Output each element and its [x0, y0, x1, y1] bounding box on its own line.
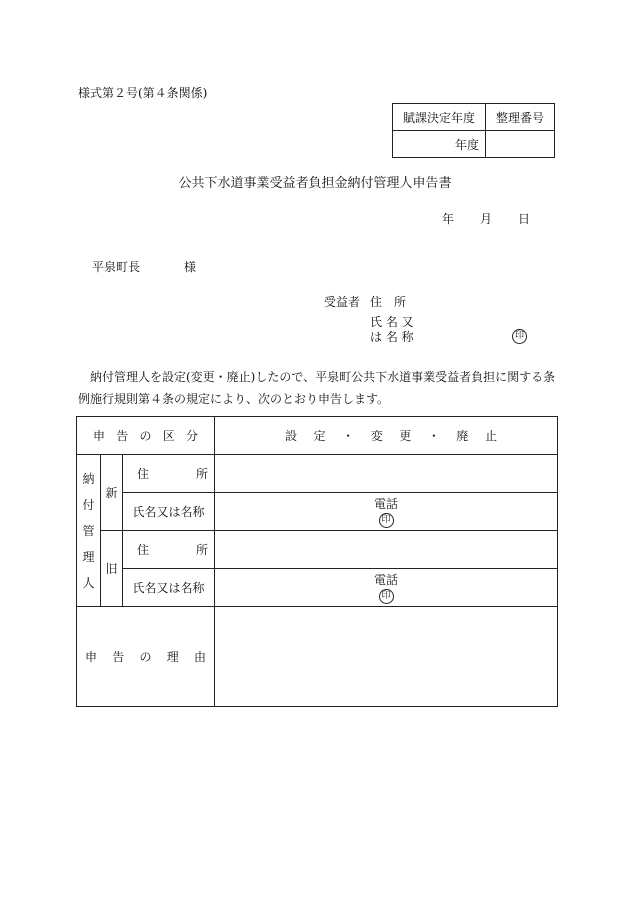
manager-label: 納 付 管 理 人 — [77, 455, 101, 607]
assessment-year-field[interactable] — [393, 131, 486, 158]
old-phone-label: 電話 — [374, 573, 399, 587]
applicant-seal-icon: 印 — [512, 329, 527, 344]
reference-number-header: 整理番号 — [486, 104, 555, 131]
declaration-line-1: 納付管理人を設定(変更・廃止)したので、平泉町公共下水道事業受益者負担に関する条 — [90, 370, 556, 384]
document-title: 公共下水道事業受益者負担金納付管理人申告書 — [178, 176, 452, 191]
category-options[interactable]: 設 定 ・ 変 更 ・ 廃 止 — [215, 417, 558, 455]
applicant-address-line — [324, 293, 406, 310]
new-seal-icon: 印 — [379, 513, 394, 528]
date-month: 月 — [480, 212, 493, 226]
date-line — [442, 210, 530, 227]
old-name-label: 氏名又は名称 — [123, 569, 215, 607]
assessment-year-header: 賦課決定年度 — [393, 104, 486, 131]
declaration-line-2: 例施行規則第４条の規定により、次のとおり申告します。 — [78, 392, 390, 406]
year-suffix: 年度 — [454, 137, 479, 152]
applicant-name-label-1: 氏 名 又 — [370, 315, 414, 329]
reference-number-field[interactable] — [486, 131, 555, 158]
addressee-name: 平泉町長 — [92, 260, 141, 274]
date-day: 日 — [518, 212, 531, 226]
old-name-field[interactable] — [215, 569, 558, 607]
new-label: 新 — [101, 455, 123, 531]
old-label: 旧 — [101, 531, 123, 607]
new-name-field[interactable] — [215, 493, 558, 531]
new-address-label: 住 所 — [123, 455, 215, 493]
reason-field[interactable] — [215, 607, 558, 707]
date-year: 年 — [442, 212, 455, 226]
applicant-address-label: 住 所 — [370, 295, 407, 309]
new-name-label: 氏名又は名称 — [123, 493, 215, 531]
form-number: 様式第２号(第４条関係) — [78, 86, 208, 100]
old-address-label: 住 所 — [123, 531, 215, 569]
addressee-honorific: 様 — [184, 260, 197, 274]
category-label: 申 告 の 区 分 — [77, 417, 215, 455]
applicant-label: 受益者 — [324, 295, 361, 309]
old-address-field[interactable] — [215, 531, 558, 569]
reason-label: 申 告 の 理 由 — [77, 607, 215, 707]
assessment-table — [392, 103, 555, 158]
applicant-name-label-2: は 名 称 — [370, 330, 414, 344]
addressee — [92, 258, 196, 275]
new-phone-label: 電話 — [374, 497, 399, 511]
new-address-field[interactable] — [215, 455, 558, 493]
declaration-table — [76, 416, 558, 707]
old-seal-icon: 印 — [379, 589, 394, 604]
